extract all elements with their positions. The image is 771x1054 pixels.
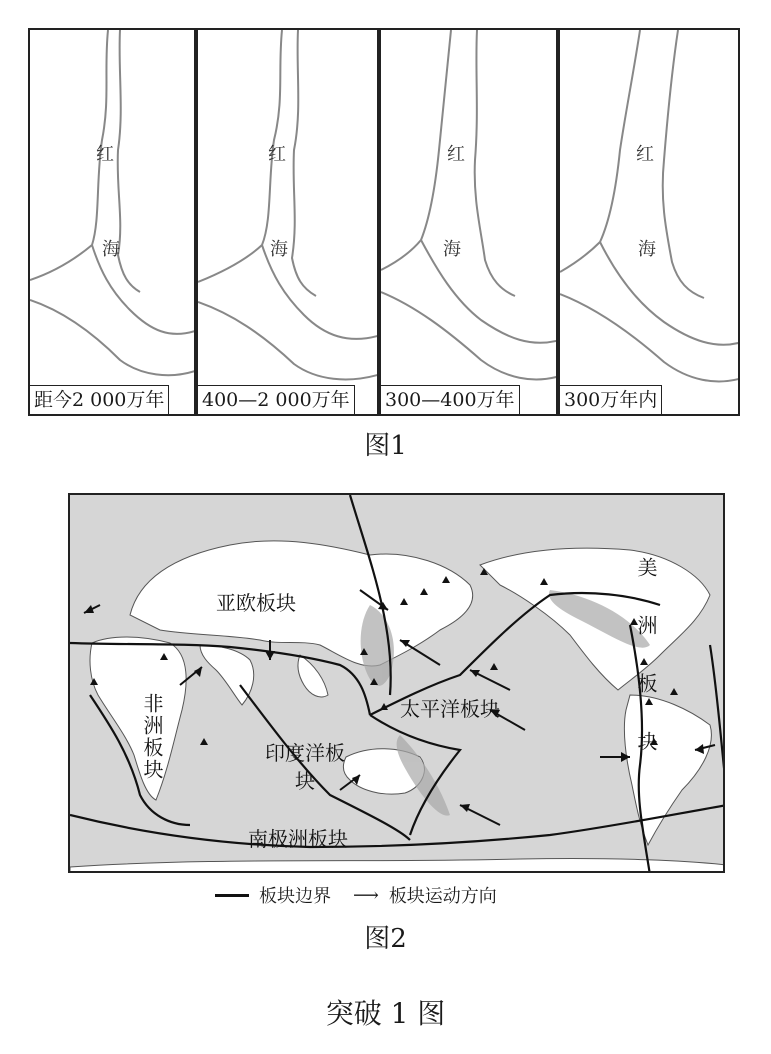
panel-label-2: 400—2 000万年: [198, 385, 355, 414]
red-sea-map-4: [560, 30, 740, 416]
figure1-panels: [28, 28, 740, 418]
label-antarctic-plate: 南极洲板块: [248, 827, 348, 851]
label-eurasian-plate: 亚欧板块: [216, 591, 296, 615]
red-sea-map-1: [30, 30, 196, 416]
sea-char-red: 红: [96, 144, 114, 165]
panel-label-1: 距今2 000万年: [30, 385, 169, 414]
plate-map: [68, 493, 725, 873]
footer-caption: 突破 1 图: [325, 997, 446, 1030]
legend-motion: 板块运动方向: [388, 886, 497, 907]
plate-map-svg: [70, 495, 725, 873]
red-sea-panel-3: [379, 28, 558, 416]
sea-char-sea: 海: [270, 239, 288, 260]
label-pacific-plate: 太平洋板块: [400, 697, 500, 721]
figure2-caption: 图2: [364, 924, 407, 954]
label-african-plate: 非洲板块: [140, 693, 164, 781]
sea-char-red: 红: [268, 144, 286, 165]
label-american-plate: 美洲板块: [634, 557, 658, 789]
panel-label-4: 300万年内: [560, 385, 662, 414]
sea-char-red: 红: [447, 144, 465, 165]
figure1-caption: 图1: [364, 431, 407, 461]
boundary-line-swatch: [215, 894, 249, 897]
red-sea-map-3: [381, 30, 558, 416]
red-sea-map-2: [198, 30, 379, 416]
map-legend: [215, 881, 497, 909]
red-sea-panel-4: [558, 28, 740, 416]
label-indian-ocean-plate: 印度洋板块: [265, 741, 345, 793]
sea-char-sea: 海: [102, 239, 120, 260]
panel-label-3: 300—400万年: [381, 385, 520, 414]
motion-arrow-icon: ⟶: [353, 884, 379, 906]
red-sea-panel-1: [28, 28, 196, 416]
legend-boundary: 板块边界: [259, 886, 331, 907]
sea-char-red: 红: [636, 144, 654, 165]
sea-char-sea: 海: [638, 239, 656, 260]
sea-char-sea: 海: [443, 239, 461, 260]
red-sea-panel-2: [196, 28, 379, 416]
